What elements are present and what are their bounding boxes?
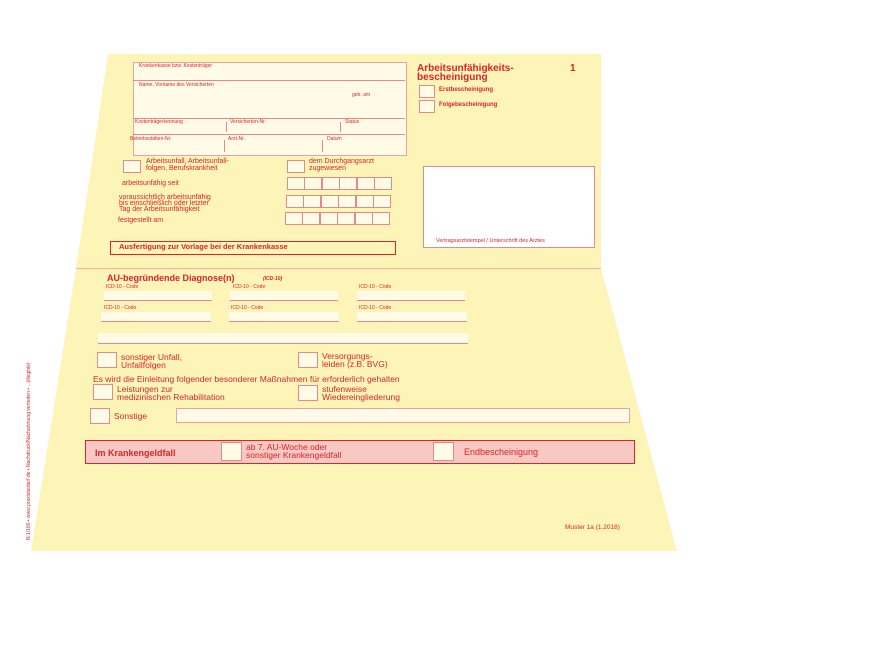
icd-code-field[interactable] (230, 291, 338, 301)
other-label: Sonstige (114, 411, 148, 421)
diagnosis-suffix: (ICD-10) (263, 276, 283, 282)
follow-cert-label: Folgebescheinigung (439, 102, 498, 108)
pension-label-2: leiden (z.B. BVG) (322, 359, 388, 369)
icd-label: ICD-10 - Code (106, 284, 139, 290)
side-print-text: N 1/180 • www.praxisbedarf.de • Nachdruck/Nachahmung verboten • ...(illegible) (26, 362, 32, 540)
other-checkbox[interactable] (90, 408, 110, 424)
first-cert-checkbox[interactable] (419, 85, 435, 98)
unfit-until-label-1: voraussichtlich arbeitsunfähig (119, 194, 211, 201)
icd-code-field[interactable] (229, 312, 339, 322)
diagnosis-title: AU-begründende Diagnose(n) (107, 273, 235, 283)
final-cert-label: Endbescheinigung (464, 447, 539, 457)
reintegration-label-1: stufenweise (322, 384, 367, 394)
doctor-no-label: Arzt-Nr. (228, 136, 245, 142)
follow-cert-checkbox[interactable] (419, 100, 435, 113)
transit-doctor-checkbox[interactable] (287, 160, 305, 173)
copy-number: 1 (570, 63, 576, 74)
status-label: Status (345, 119, 360, 125)
first-cert-label: Erstbescheinigung (439, 87, 494, 93)
fold-line (76, 268, 601, 269)
final-cert-checkbox[interactable] (433, 442, 454, 461)
insured-data-block (133, 62, 407, 156)
pattern-label: Muster 1a (1.2018) (565, 524, 620, 531)
rehab-label-2: medizinischen Rehabilitation (117, 392, 225, 402)
pension-label-1: Versorgungs- (322, 351, 373, 361)
unfit-until-label-2: bis einschließlich oder letzter (119, 200, 209, 207)
other-accident-label-2: Unfallfolgen (121, 360, 166, 370)
diagnosis-text-field[interactable] (98, 333, 468, 344)
reintegration-label-2: Wiedereingliederung (322, 392, 400, 402)
insurer-id-label: Kostenträgerkennung (135, 119, 183, 125)
measures-text: Es wird die Einleitung folgender besonderer Maßnahmen für erforderlich gehalten (93, 374, 400, 384)
icd-label: ICD-10 - Code (231, 305, 264, 311)
site-no-label: Betriebsstätten-Nr. (130, 136, 172, 142)
date-label: Datum (327, 136, 342, 142)
other-accident-checkbox[interactable] (97, 352, 117, 368)
insurer-label: Krankenkasse bzw. Kostenträger (139, 63, 213, 69)
divider (322, 140, 323, 152)
week7-label-2: sonstiger Krankengeldfall (246, 450, 342, 460)
transit-doctor-label-1: dem Durchgangsarzt (309, 158, 374, 165)
rehab-label-1: Leistungen zur (117, 384, 173, 394)
doctor-stamp-box[interactable] (423, 166, 595, 248)
accident-label-2: folgen, Berufskrankheit (146, 165, 218, 172)
reintegration-checkbox[interactable] (298, 385, 318, 401)
divider (224, 140, 225, 152)
accident-label-1: Arbeitsunfall, Arbeitsunfall- (146, 158, 229, 165)
icd-label: ICD-10 - Code (359, 284, 392, 290)
week7-label-1: ab 7. AU-Woche oder (246, 442, 328, 452)
icd-label: ICD-10 - Code (104, 305, 137, 311)
name-label: Name, Vorname des Versicherten (139, 82, 214, 88)
icd-code-field[interactable] (104, 291, 212, 301)
sick-pay-label: Im Krankengeldfall (95, 448, 176, 458)
unfit-until-label-3: Tag der Arbeitsunfähigkeit (119, 206, 200, 213)
icd-code-field[interactable] (357, 312, 467, 322)
icd-code-field[interactable] (101, 312, 211, 322)
icd-code-field[interactable] (357, 291, 465, 301)
unfit-since-label: arbeitsunfähig seit (122, 180, 179, 187)
transit-doctor-label-2: zugewiesen (309, 165, 346, 172)
icd-label: ICD-10 - Code (359, 305, 392, 311)
week7-checkbox[interactable] (221, 442, 242, 461)
birth-label: geb. am (352, 92, 371, 98)
other-text-field[interactable] (176, 408, 630, 423)
icd-label: ICD-10 - Code (233, 284, 266, 290)
divider (133, 80, 405, 81)
divider (226, 122, 227, 132)
form-title-line2: bescheinigung (417, 72, 488, 83)
other-accident-label-1: sonstiger Unfall, (121, 352, 182, 362)
form-title: Arbeitsunfähigkeits- (417, 63, 514, 74)
stamp-label: Vertragsarztstempel / Unterschrift des Arztes (436, 238, 545, 244)
divider (340, 122, 341, 132)
pension-checkbox[interactable] (298, 352, 318, 368)
insured-no-label: Versicherten-Nr. (230, 119, 266, 125)
insurer-copy-label: Ausfertigung zur Vorlage bei der Krankenkasse (119, 242, 288, 251)
accident-checkbox[interactable] (123, 160, 141, 173)
rehab-checkbox[interactable] (93, 384, 113, 400)
established-label: festgestellt am (118, 217, 164, 224)
divider (133, 134, 405, 135)
